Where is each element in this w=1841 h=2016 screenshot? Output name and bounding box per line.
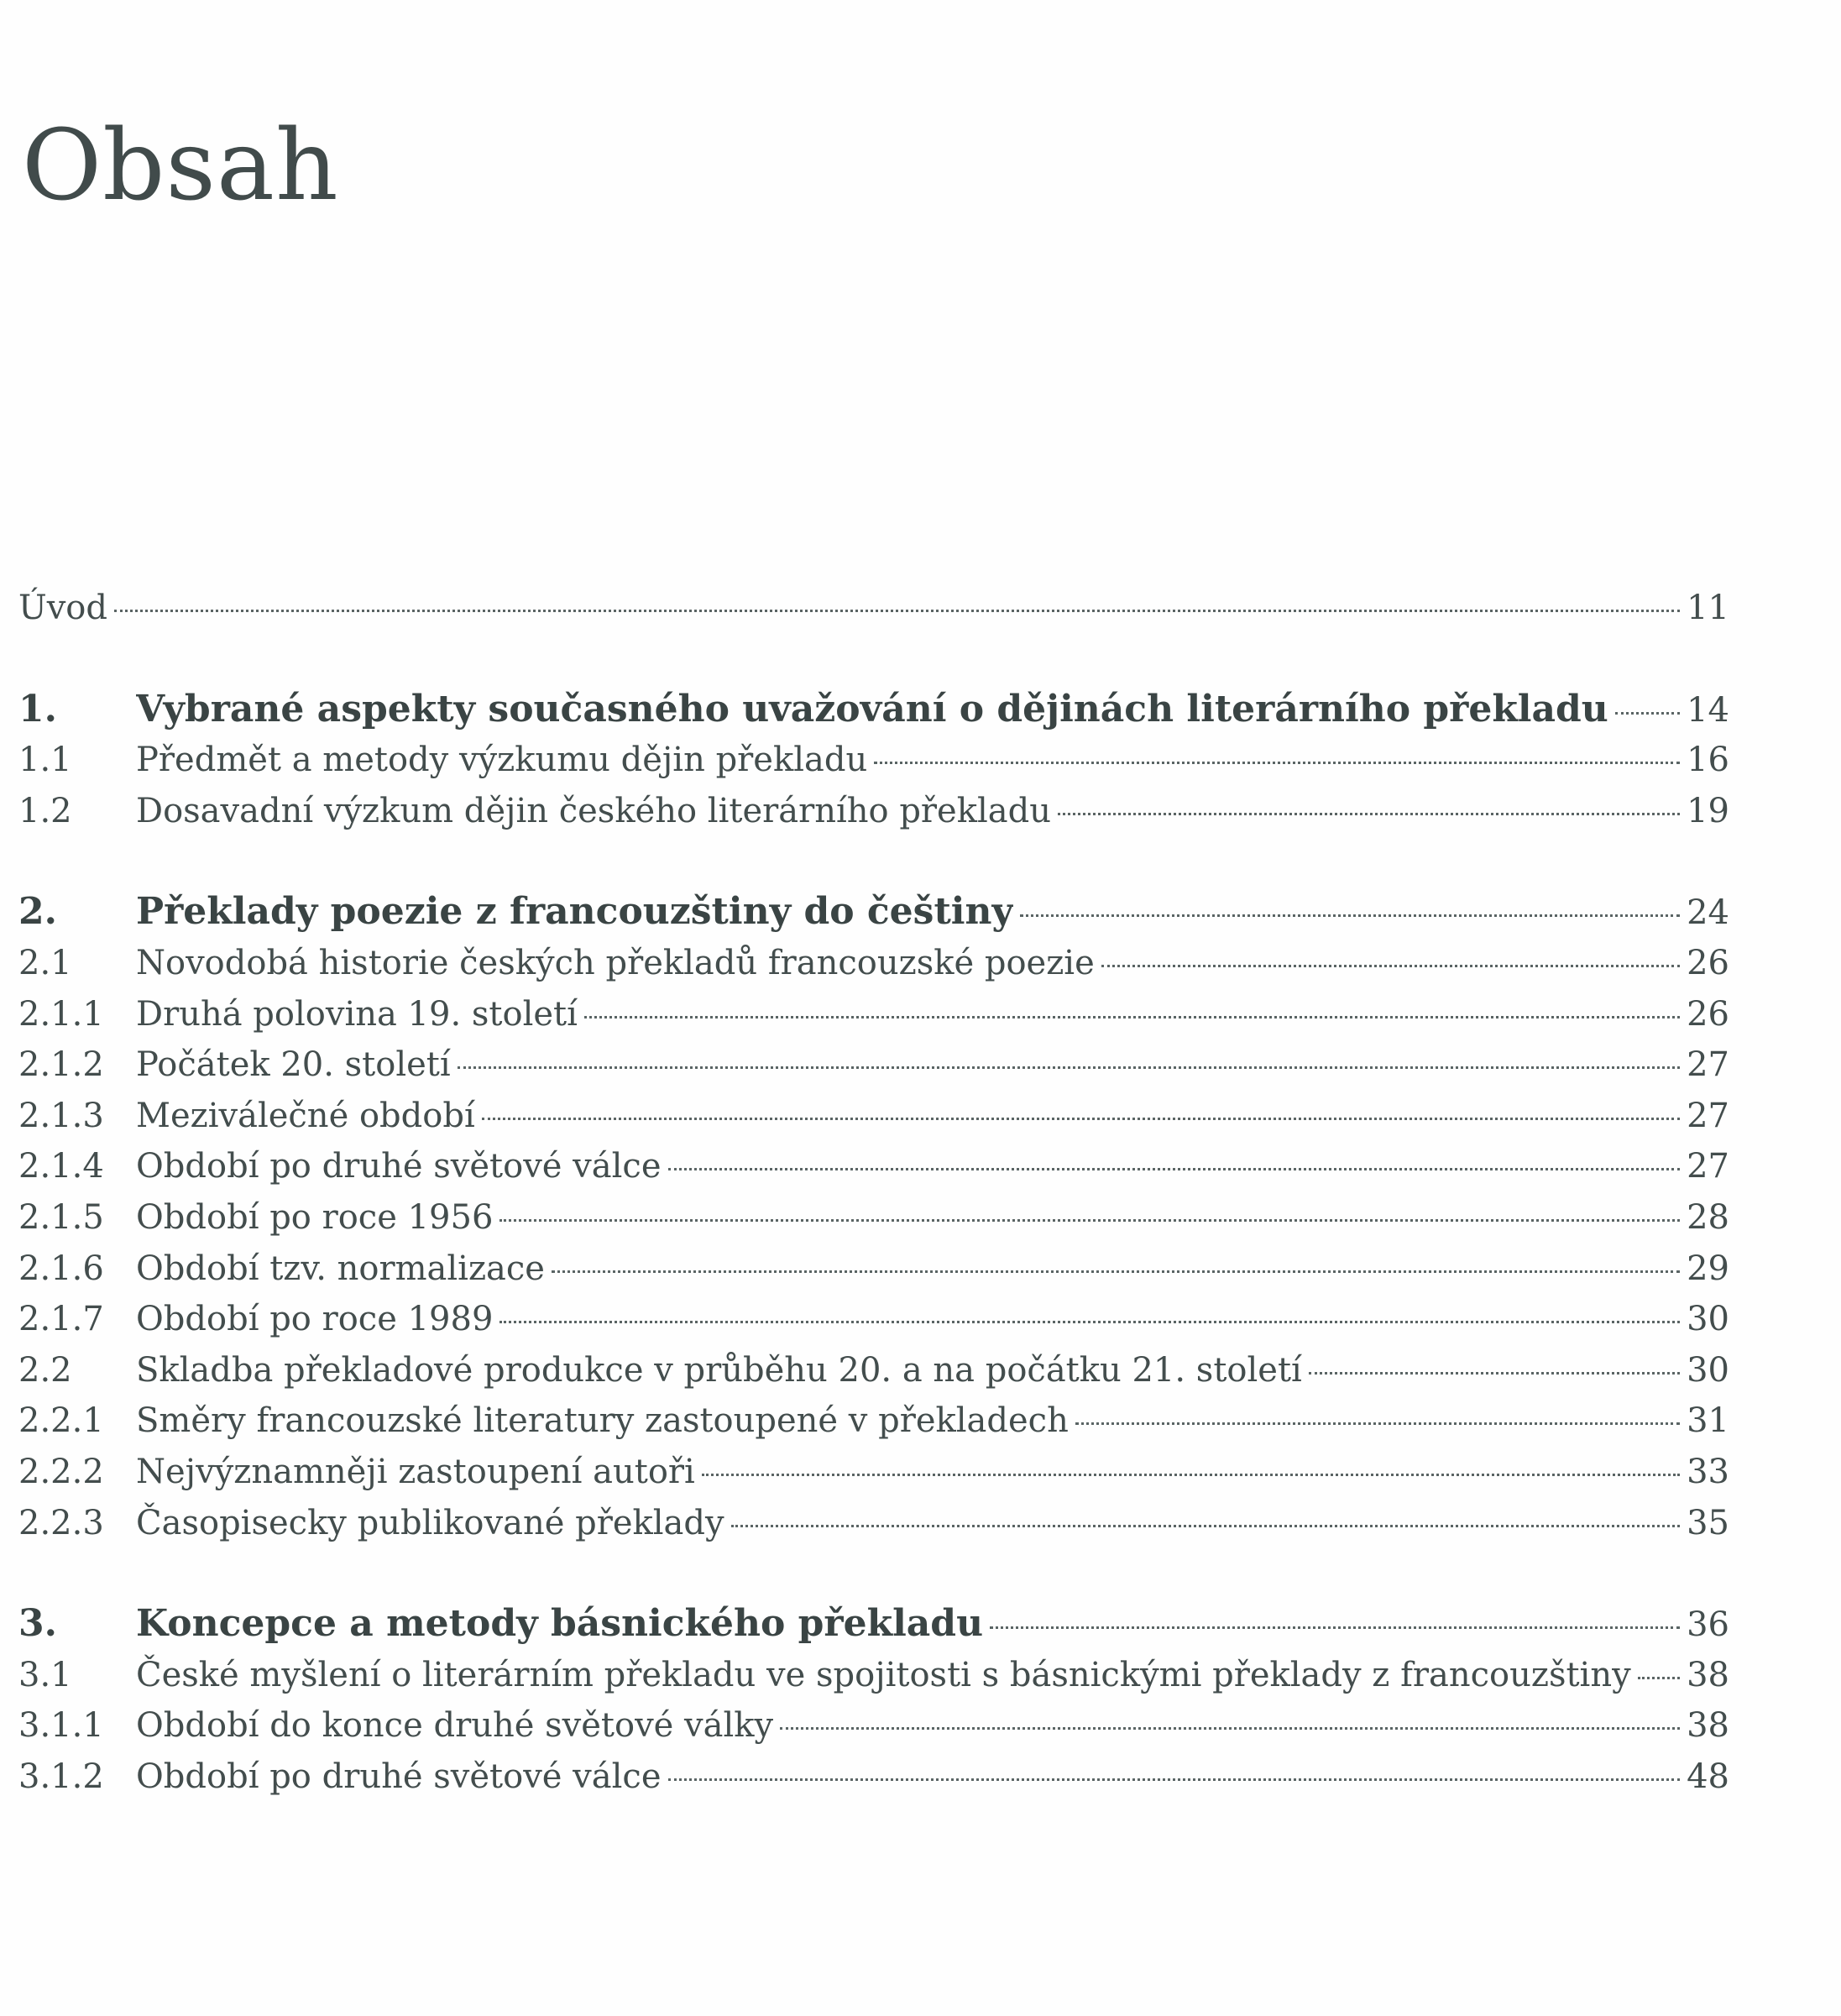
toc-entry-page: 31 [1687,1401,1729,1441]
dot-leader [114,610,1680,612]
toc-entry-number: 2.2.1 [18,1401,104,1441]
toc-entry-page: 11 [1687,589,1729,627]
toc-entry-label: Období tzv. normalizace [136,1249,545,1288]
toc-entry-2-1[interactable] [18,938,1729,989]
toc-entry-number: 2.2.2 [18,1452,104,1491]
dot-leader [1075,1422,1680,1425]
toc-entry-label: Překlady poezie z francouzštiny do češtiny [136,890,1014,934]
toc-entry-page: 14 [1687,690,1729,730]
dot-leader [1309,1372,1680,1375]
toc-entry-page: 24 [1687,893,1729,933]
toc-entry-page: 16 [1687,741,1729,780]
page-title: Obsah [22,109,339,223]
dot-leader [1020,914,1680,917]
toc-entry-number: 2.1.3 [18,1096,104,1135]
toc-entry-1-2[interactable] [18,786,1729,837]
toc-entry-label: Časopisecky publikované překlady [136,1503,724,1542]
dot-leader [499,1219,1680,1222]
toc-entry-page: 38 [1687,1706,1729,1746]
dot-leader [780,1727,1680,1730]
toc-entry-label: Období po druhé světové válce [136,1147,662,1186]
toc-entry-number: 2.1.5 [18,1197,104,1237]
toc-entry-2-1-4[interactable] [18,1141,1729,1192]
toc-entry-page: 27 [1687,1147,1729,1186]
toc-entry-number: 1.1 [18,741,72,780]
dot-leader [990,1626,1680,1629]
toc-entry-number: 3.1.1 [18,1706,104,1746]
dot-leader [668,1168,1681,1170]
toc-entry-label: Novodobá historie českých překladů francouzské poezie [136,943,1095,982]
toc-entry-label: Koncepce a metody básnického překladu [136,1602,984,1646]
toc-entry-label: Období po roce 1956 [136,1197,494,1237]
toc-entry-page: 48 [1687,1757,1729,1796]
dot-leader [458,1066,1680,1069]
toc-entry-number: 3.1.2 [18,1757,104,1796]
toc-entry-number: 2.2.3 [18,1503,104,1542]
toc-entry-number: 2.1.2 [18,1045,104,1085]
dot-leader [874,762,1680,764]
toc-entry-page: 30 [1687,1300,1729,1339]
toc-entry-2-2-2[interactable] [18,1447,1729,1498]
toc-entry-3-1-2[interactable] [18,1752,1729,1803]
toc-entry-label: Meziválečné období [136,1096,475,1135]
toc-entry-chapter-3[interactable] [18,1599,1729,1650]
toc-entry-number: 3.1 [18,1655,72,1694]
toc-entry-chapter-2[interactable] [18,887,1729,938]
toc-entry-number: 2. [18,890,57,934]
dot-leader [1101,965,1680,967]
toc-entry-label: Úvod [18,589,107,627]
toc-entry-3-1[interactable] [18,1650,1729,1701]
toc-entry-label: Nejvýznamněji zastoupení autoři [136,1452,695,1491]
toc-entry-page: 27 [1687,1096,1729,1135]
toc-entry-2-1-2[interactable] [18,1039,1729,1091]
toc-entry-2-1-7[interactable] [18,1294,1729,1345]
dot-leader [1615,712,1680,715]
toc-entry-page: 30 [1687,1350,1729,1390]
toc-entry-label: Období po roce 1989 [136,1300,494,1339]
dot-leader [499,1321,1680,1323]
toc-entry-label: Počátek 20. století [136,1045,451,1085]
toc-entry-label: Předmět a metody výzkumu dějin překladu [136,741,868,780]
toc-entry-page: 29 [1687,1249,1729,1288]
toc-entry-page: 35 [1687,1503,1729,1542]
toc-entry-number: 2.1 [18,943,72,982]
toc-entry-label: Směry francouzské literatury zastoupené v překladech [136,1401,1069,1441]
dot-leader [552,1270,1680,1273]
toc-entry-2-1-6[interactable] [18,1244,1729,1295]
toc-entry-number: 1.2 [18,791,72,830]
toc-entry-page: 19 [1687,791,1729,830]
toc-entry-2-1-3[interactable] [18,1091,1729,1142]
toc-entry-page: 36 [1687,1605,1729,1645]
toc-entry-label: Skladba překladové produkce v průběhu 20. a na počátku 21. století [136,1350,1302,1390]
toc-entry-label: Vybrané aspekty současného uvažování o dějinách literárního překladu [136,687,1608,730]
toc-entry-label: Druhá polovina 19. století [136,994,578,1034]
toc-entry-label: Dosavadní výzkum dějin českého literárního překladu [136,791,1051,830]
toc-entry-chapter-1[interactable] [18,684,1729,736]
toc-entry-number: 2.1.4 [18,1147,104,1186]
toc-entry-page: 26 [1687,994,1729,1034]
toc-entry-page: 33 [1687,1452,1729,1491]
toc-entry-page: 28 [1687,1197,1729,1237]
table-of-contents [18,583,1729,1802]
toc-entry-page: 27 [1687,1045,1729,1085]
toc-entry-3-1-1[interactable] [18,1700,1729,1752]
dot-leader [702,1474,1680,1476]
dot-leader [482,1118,1680,1120]
toc-entry-2-2-3[interactable] [18,1498,1729,1549]
toc-entry-label: České myšlení o literárním překladu ve spojitosti s básnickými překlady z francouzštiny [136,1655,1631,1694]
toc-entry-number: 2.2 [18,1350,72,1390]
toc-entry-uvod[interactable] [18,583,1729,634]
toc-entry-page: 26 [1687,943,1729,982]
toc-entry-1-1[interactable] [18,735,1729,786]
toc-entry-2-1-5[interactable] [18,1192,1729,1244]
dot-leader [584,1016,1680,1018]
toc-entry-2-2-1[interactable] [18,1395,1729,1447]
toc-entry-2-1-1[interactable] [18,989,1729,1040]
dot-leader [1058,813,1680,815]
toc-entry-number: 2.1.1 [18,994,104,1034]
toc-entry-label: Období po druhé světové válce [136,1757,662,1796]
toc-entry-page: 38 [1687,1655,1729,1694]
toc-entry-number: 1. [18,687,57,730]
dot-leader [668,1778,1681,1781]
toc-entry-2-2[interactable] [18,1345,1729,1396]
toc-entry-number: 2.1.6 [18,1249,104,1288]
toc-entry-label: Období do konce druhé světové války [136,1706,774,1746]
dot-leader [731,1525,1681,1527]
toc-entry-number: 3. [18,1602,57,1646]
dot-leader [1638,1677,1680,1679]
toc-entry-number: 2.1.7 [18,1300,104,1339]
